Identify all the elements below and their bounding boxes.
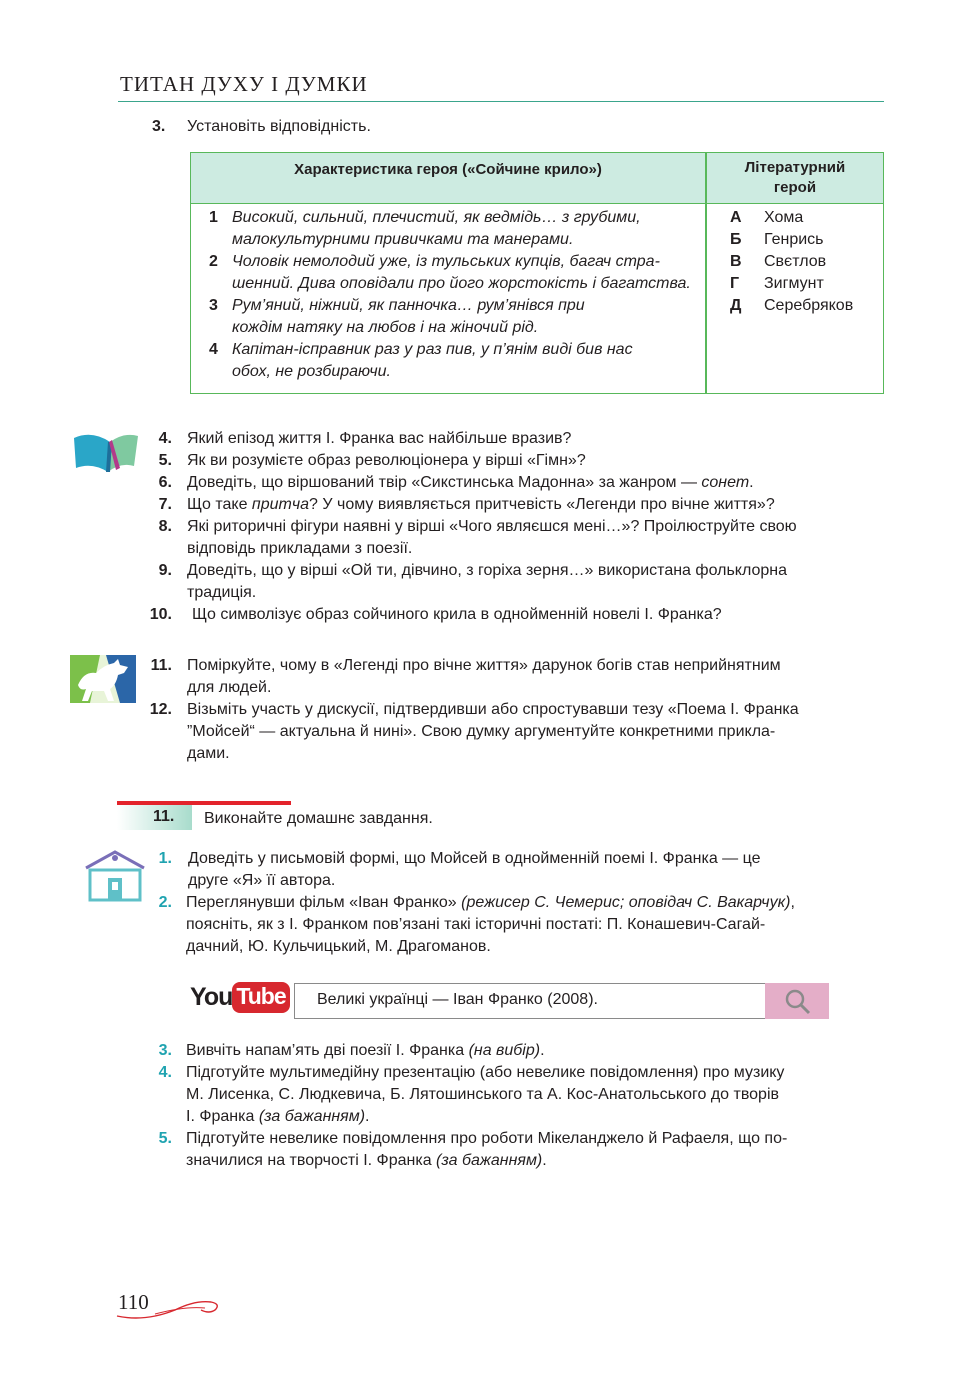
homework-item-text: Підготуйте мультимедійну презентацію (або невелике повідомлення) про музику М. Лисенка, С. Людкевича, Б. Лятошинського та А. Кос-Анатольського до творів І. Франка (за бажанням). — [186, 1064, 785, 1125]
question-text: Поміркуйте, чому в «Легенді про вічне життя» дарунок богів став неприйнятним для людей. — [187, 657, 781, 696]
homework-item-text: Підготуйте невелике повідомлення про роботи Мікеланджело й Рафаеля, що по- значилися на творчості І. Франка (за бажанням). — [186, 1130, 788, 1169]
column-header-hero-line1: Літературний — [744, 159, 846, 176]
homework-title: Виконайте домашнє завдання. — [204, 810, 433, 827]
search-icon — [765, 983, 829, 1019]
column-header-hero — [706, 158, 884, 198]
header-rule — [118, 101, 884, 102]
homework-item-text: Переглянувши фільм «Іван Франко» (режисер С. Чемерис; оповідач С. Вакарчук), поясніть, як з І. Франком пов’язані такі історичні постаті: П. Конашевич-Сагай- дачний, Ю. Кульчицький, М. Драгоманов. — [186, 894, 795, 955]
question-number: 5. — [158, 452, 172, 469]
task-number: 3. — [152, 118, 166, 135]
homework-item-number: 2. — [158, 894, 172, 911]
search-input[interactable] — [294, 983, 766, 1019]
option-letter: В — [730, 253, 742, 270]
homework-item-text: Доведіть у письмовій формі, що Мойсей в однойменній поемі І. Франка — це друге «Я» її автора. — [188, 850, 761, 889]
homework-item-number: 1. — [158, 850, 172, 867]
column-header-characteristic: Характеристика героя («Сойчине крило») — [294, 161, 602, 178]
homework-item-number: 3. — [158, 1042, 172, 1059]
horse-icon — [70, 655, 136, 703]
question-text: Що символізує образ сойчиного крила в однойменній новелі І. Франка? — [192, 606, 722, 623]
question-text: Які риторичні фігури наявні у вірші «Чого являєшся мені…»? Проілюструйте свою відповідь прикладами з поезії. — [187, 518, 797, 557]
matching-table — [190, 152, 884, 394]
task-text: Установіть відповідність. — [187, 118, 371, 135]
column-header-hero-line2: герой — [773, 179, 817, 196]
option-letter: А — [730, 209, 742, 226]
row-text: Чоловік немолодий уже, із тульських купців, багач стра- шенний. Дива оповідали про його жорстокість і багатства. — [232, 253, 691, 292]
house-icon — [82, 850, 148, 902]
row-number: 2 — [209, 253, 218, 270]
row-number: 4 — [209, 341, 218, 358]
row-number: 3 — [209, 297, 218, 314]
page-ornament — [115, 1292, 225, 1322]
question-number: 6. — [158, 474, 172, 491]
running-header: ТИТАН ДУХУ І ДУМКИ — [120, 72, 368, 96]
search-query: Великі українці — Іван Франко (2008). — [317, 991, 598, 1008]
question-text: Як ви розумієте образ революціонера у вірші «Гімн»? — [187, 452, 586, 469]
question-number: 4. — [158, 430, 172, 447]
youtube-logo: You Tube — [190, 982, 290, 1018]
question-text: Візьміть участь у дискусії, підтвердивши або спростувавши тезу «Поема І. Франка ”Мойсей“ — актуальна й нині». Свою думку аргументуйте конкретними прикла- дами. — [187, 701, 799, 762]
option-name: Генрись — [764, 231, 824, 248]
option-letter: Б — [730, 231, 742, 248]
homework-item-text: Вивчіть напам’ять дві поезії І. Франка (на вибір). — [186, 1042, 545, 1059]
option-name: Зигмунт — [764, 275, 824, 292]
question-text: Доведіть, що віршований твір «Сикстинська Мадонна» за жанром — сонет. — [187, 474, 754, 491]
row-text: Рум’яний, ніжний, як панночка… рум’янівся при кождім натяку на любов і на жіночий рід. — [232, 297, 585, 336]
question-number: 10. — [149, 606, 172, 623]
question-number: 8. — [158, 518, 172, 535]
page-number: 110 — [118, 1290, 149, 1314]
question-text: Який епізод життя І. Франка вас найбільше вразив? — [187, 430, 572, 447]
open-book-icon — [72, 428, 142, 476]
option-name: Хома — [764, 209, 804, 226]
row-text: Капітан-ісправник раз у раз пив, у п’янім виді бив нас обох, не розбираючи. — [232, 341, 633, 380]
homework-item-number: 5. — [158, 1130, 172, 1147]
option-name: Серебряков — [764, 297, 854, 314]
question-text: Доведіть, що у вірші «Ой ти, дівчино, з горіха зерня…» використана фольклорна традиція. — [187, 562, 788, 601]
homework-item-number: 4. — [158, 1064, 172, 1081]
option-letter: Г — [730, 275, 740, 292]
homework-number: 11. — [153, 808, 175, 825]
option-letter: Д — [730, 297, 742, 314]
question-text: Що таке притча? У чому виявляється притчевість «Легенди про вічне життя»? — [187, 496, 775, 513]
search-button[interactable] — [765, 983, 829, 1019]
question-number: 11. — [150, 657, 172, 674]
question-number: 12. — [149, 701, 172, 718]
row-text: Високий, сильний, плечистий, як ведмідь… з грубими, малокультурними привичками та манерами. — [232, 209, 641, 248]
option-name: Свєтлов — [764, 253, 827, 270]
question-number: 9. — [158, 562, 172, 579]
question-number: 7. — [158, 496, 172, 513]
row-number: 1 — [209, 209, 218, 226]
